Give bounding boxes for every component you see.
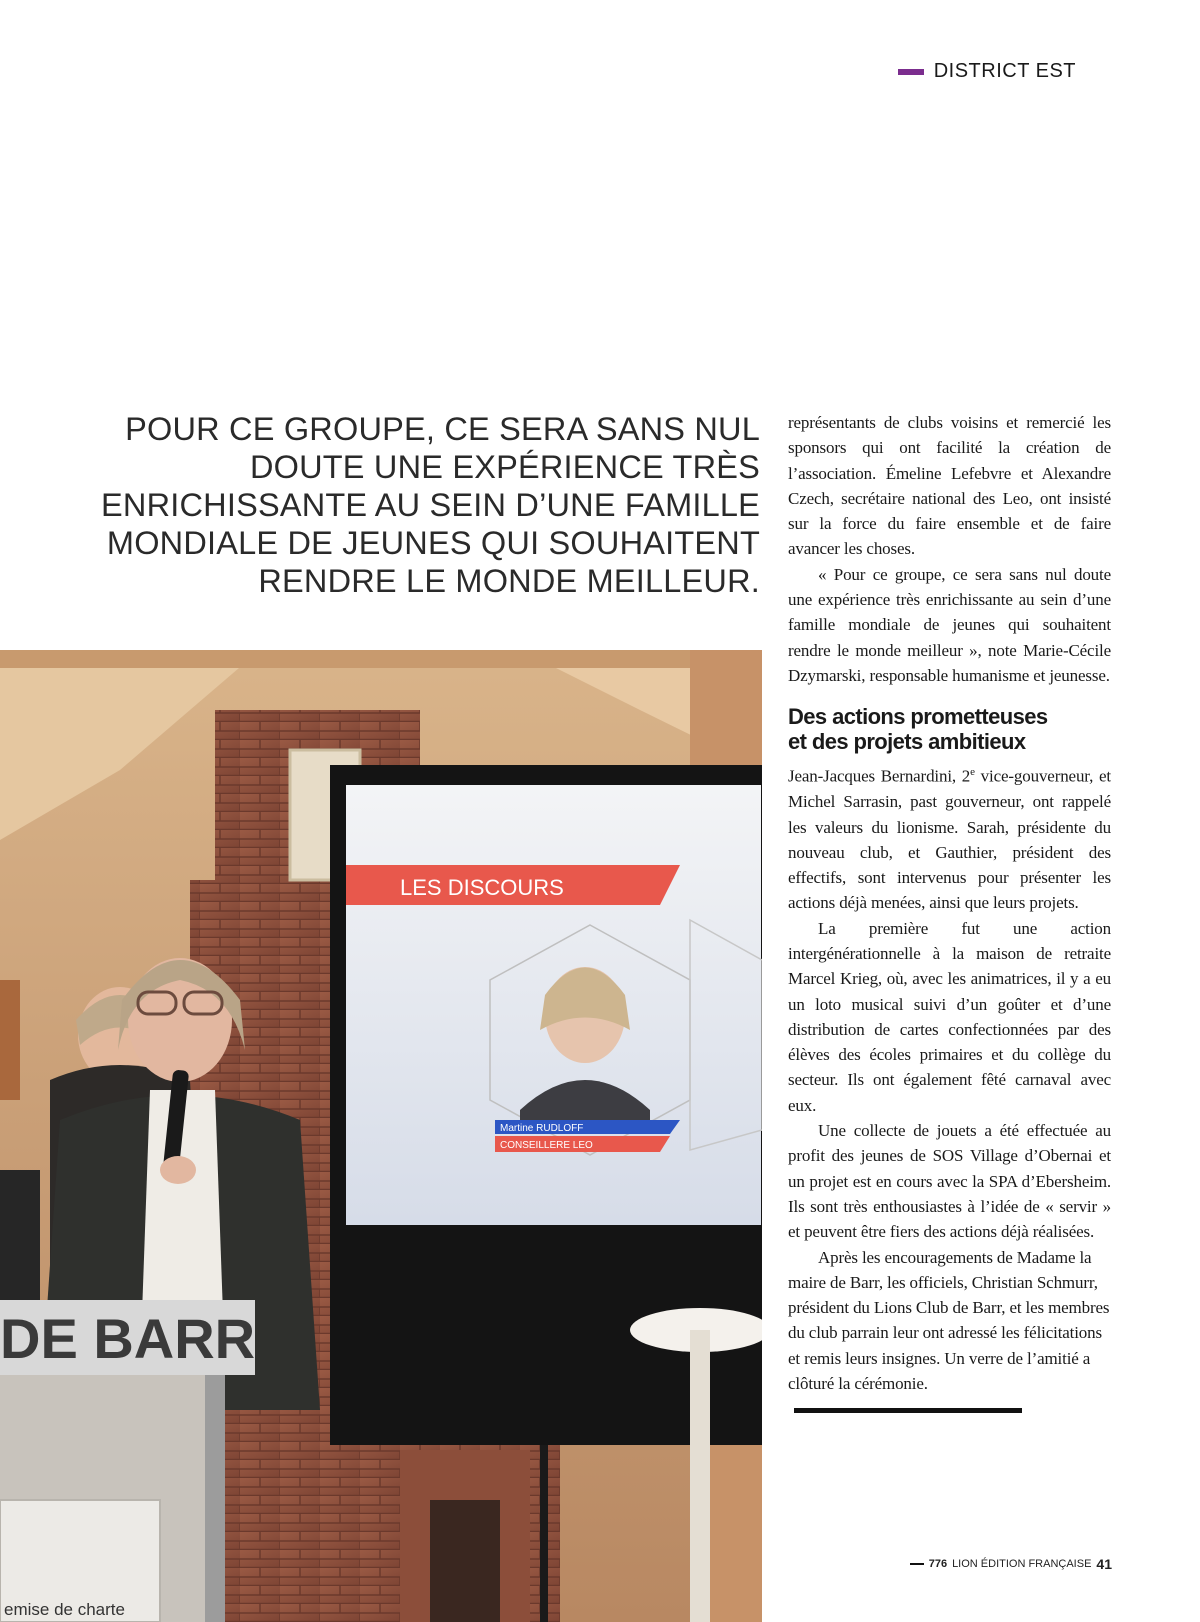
folio-issue: 776 <box>928 1558 948 1570</box>
article-paragraph-4: La première fut une action intergénérationnelle à la maison de retraite Marcel Krieg, où, avec les animatrices, il y a eu un loto musical suivi d’un goûter et d’une distribution de cartes confectionnées par des élèves des écoles primaires et du collège du secteur. Ils ont également fêté carnaval avec eux. <box>788 918 1111 1115</box>
p3-start: Jean-Jacques Bernardini, 2 <box>788 766 971 786</box>
subhead-line-2: et des projets ambitieux <box>788 729 1026 755</box>
section-label: DISTRICT EST <box>933 60 1076 82</box>
folio-publication: LION ÉDITION FRANÇAISE <box>952 1558 1092 1570</box>
article-paragraph-5: Une collecte de jouets a été effectuée au profit des jeunes de SOS Village d’Obernai et un projet est en cours avec la SPA d’Ebersheim. Ils sont très enthousiastes à l’idée de « servir » et peuvent être fiers des actions déjà réalisées. <box>788 1121 1111 1242</box>
section-accent-bar <box>898 69 924 75</box>
bottom-sign-text: emise de charte <box>4 1600 125 1619</box>
p3-superscript: e <box>970 766 975 779</box>
article-paragraph-2: « Pour ce groupe, ce sera sans nul doute une expérience très enrichissante au sein d’une famille mondiale de jeunes qui souhaitent rendre le monde meilleur », note Marie-Cécile Dzymarski, responsable humanisme et jeunesse. <box>788 564 1111 685</box>
pull-quote: POUR CE GROUPE, CE SERA SANS NUL DOUTE UNE EXPÉRIENCE TRÈS ENRICHISSANTE AU SEIN D’UNE FAMILLE MONDIALE DE JEUNES QUI SOUHAITENT RENDRE LE MONDE MEILLEUR. <box>101 411 760 599</box>
lectern-text: DE BARR <box>0 1307 256 1370</box>
p6-text: Après les encouragements de Madame la maire de Barr, les officiels, Christian Schmurr, président du Lions Club de Barr, et les membres du club parrain leur ont adressé les félicitations et remis leurs insignes. Un verre de l’amitié a clôturé la cérémonie. <box>788 1247 1110 1394</box>
slide-name: Martine RUDLOFF <box>500 1123 584 1134</box>
folio-dash <box>910 1563 924 1565</box>
article-paragraph-6 <box>788 1245 1111 1422</box>
article-subhead <box>788 704 1111 754</box>
event-photo <box>0 650 762 1622</box>
article-paragraph-3 <box>788 760 1111 915</box>
subhead-line-1: Des actions prometteuses <box>788 704 1048 730</box>
folio-page-number: 41 <box>1096 1556 1112 1572</box>
slide-role: CONSEILLERE LEO <box>500 1140 593 1151</box>
article-body <box>788 410 1111 1422</box>
slide-heading: LES DISCOURS <box>400 875 564 900</box>
section-tag <box>898 60 1076 83</box>
p3-rest: vice-gouverneur, et Michel Sarrasin, past gouverneur, ont rappelé les valeurs du lionisme. Sarah, présidente du nouveau club, et Gauthier, président des effectifs, sont intervenus pour présenter les actions déjà menées, ainsi que leurs projets. <box>788 766 1111 913</box>
folio <box>910 1556 1112 1572</box>
article-paragraph-1: représentants de clubs voisins et remercié les sponsors qui ont facilité la création de l’association. Émeline Lefebvre et Alexandre Czech, secrétaire national des Leo, ont insisté sur la force du faire ensemble et de faire avancer les choses. <box>788 413 1111 559</box>
end-rule <box>794 1408 1022 1413</box>
